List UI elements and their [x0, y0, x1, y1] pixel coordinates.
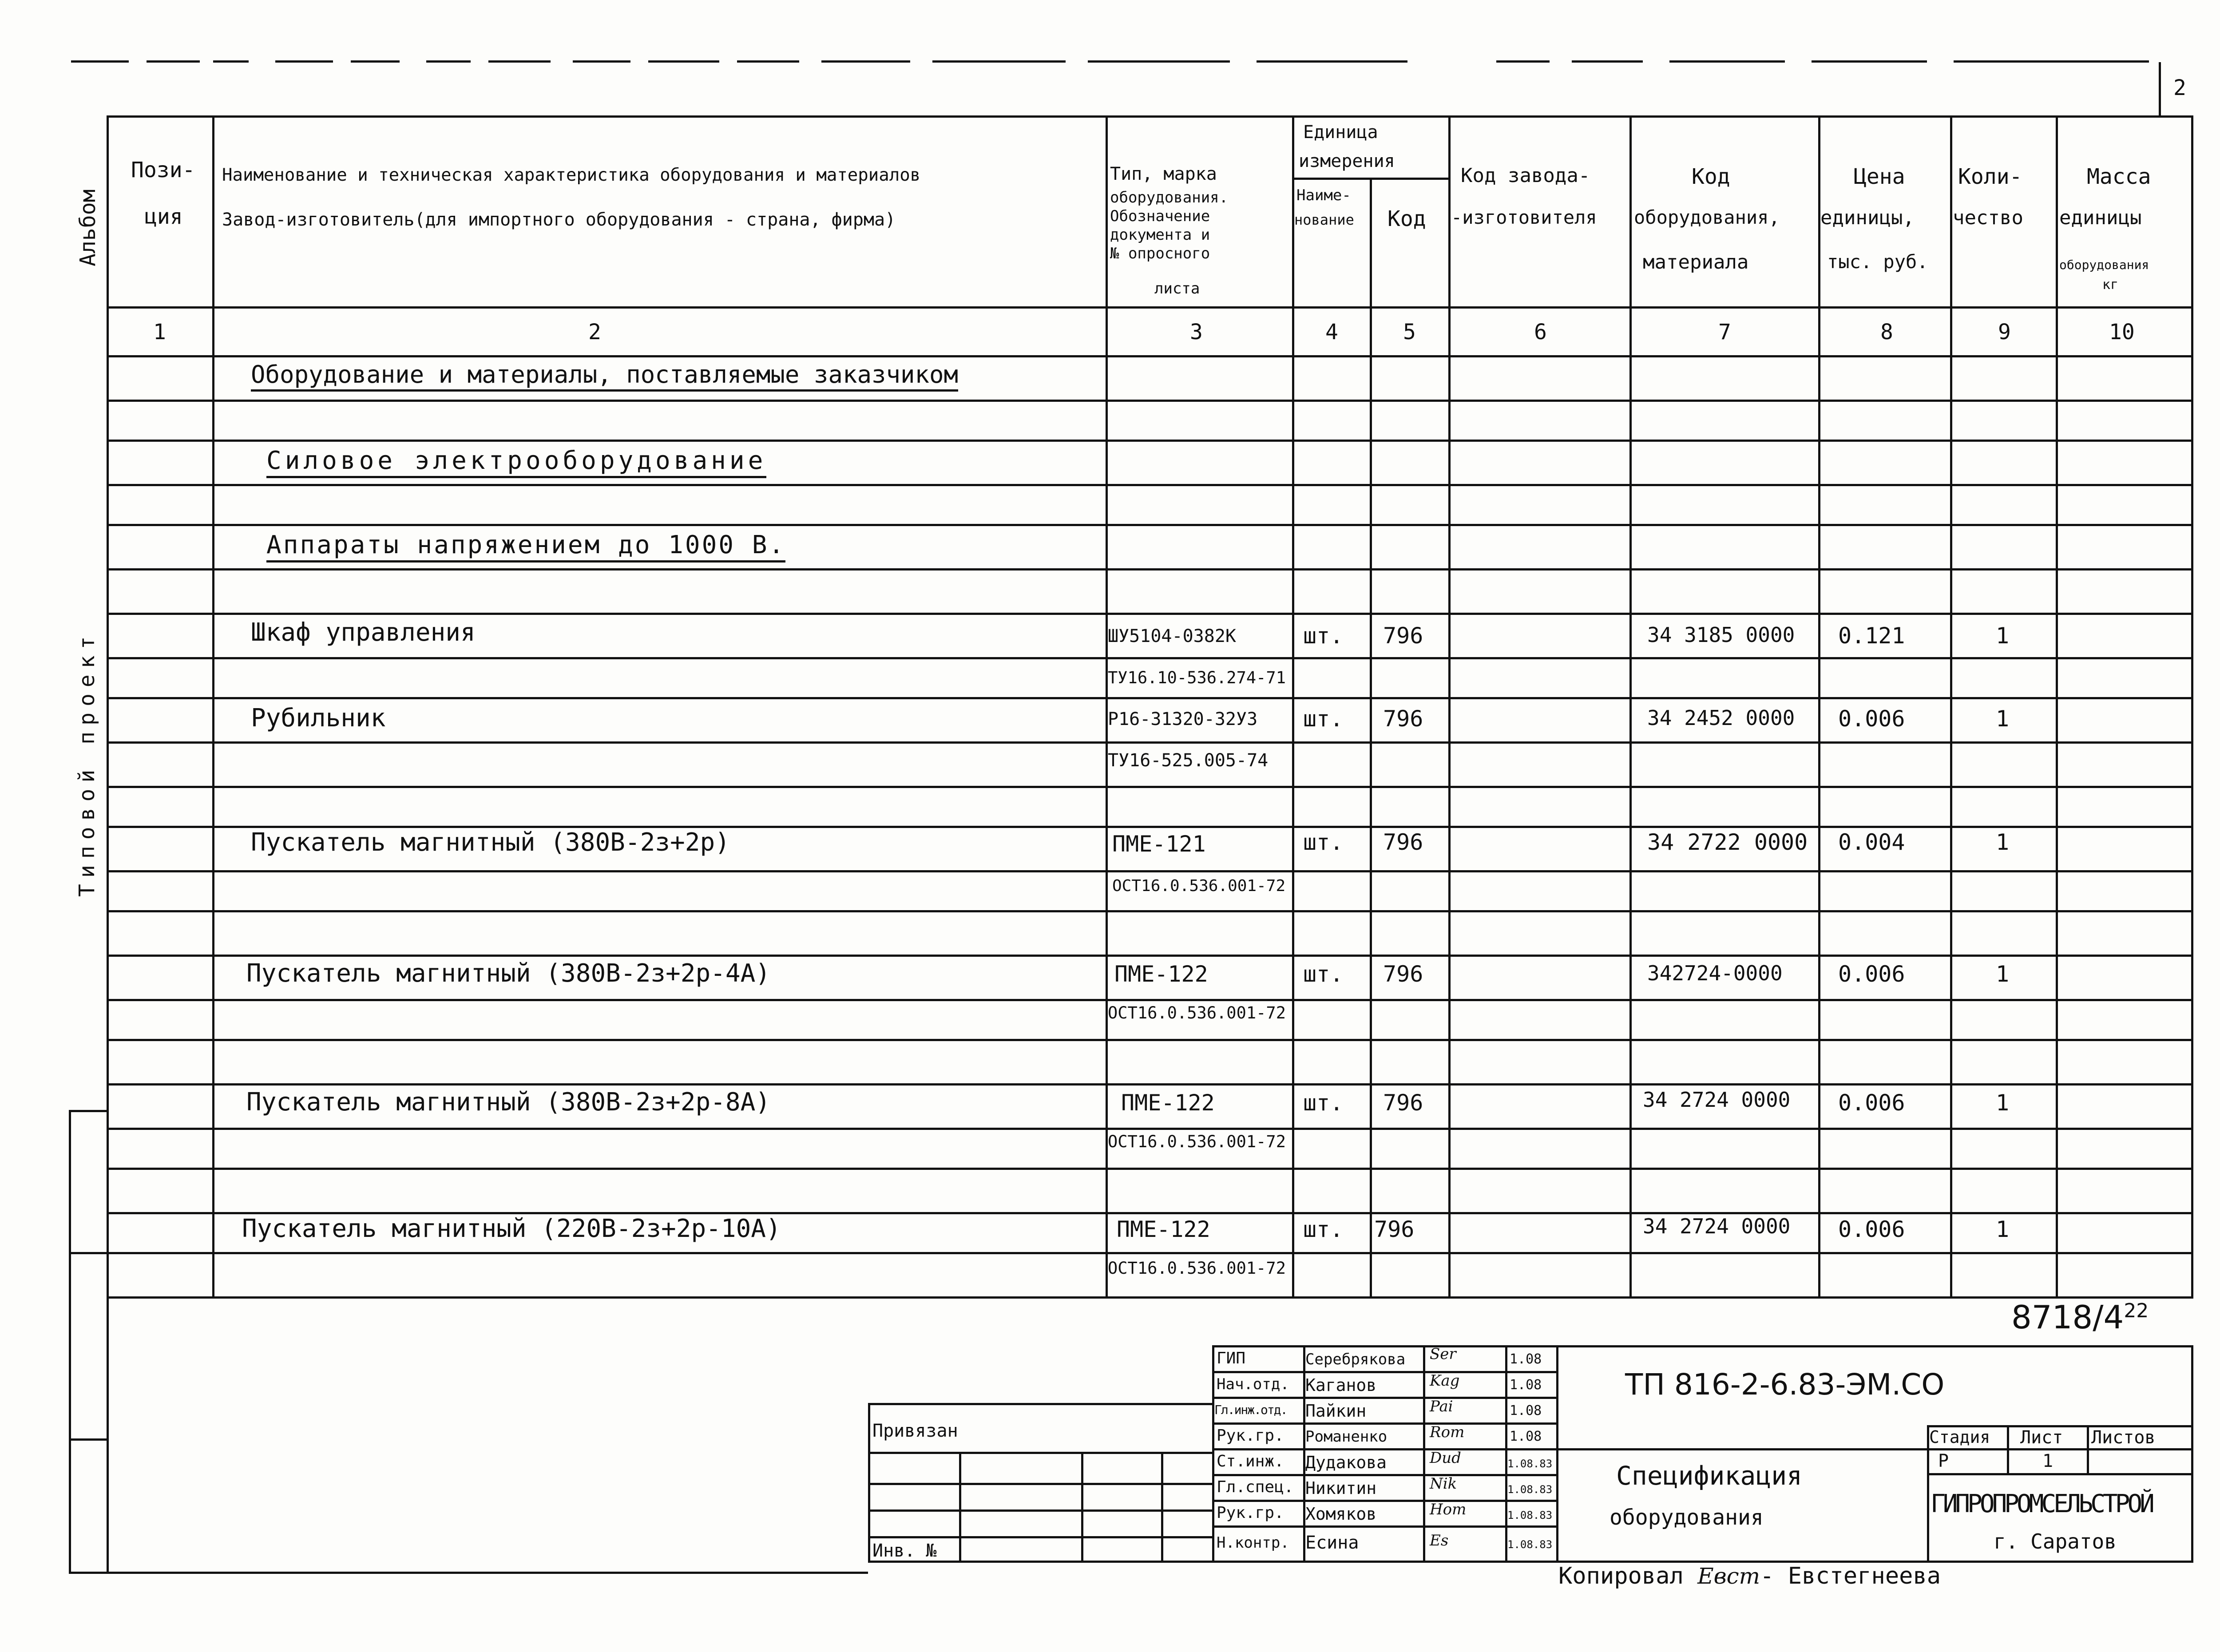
row-qty: 1: [1996, 623, 2010, 649]
row-equip-code: 34 3185 0000: [1647, 623, 1795, 647]
col-num-8: 8: [1880, 320, 1893, 345]
sig-date: 1.08: [1510, 1377, 1542, 1393]
row-price: 0.004: [1838, 829, 1905, 855]
privyazan-label: Привязан: [872, 1421, 958, 1441]
hdr-col3-line3: Обозначение: [1110, 207, 1210, 225]
row-equip-code: 34 2452 0000: [1647, 706, 1795, 730]
hdr-col3-line4: документа и: [1110, 226, 1210, 244]
sig-date: 1.08: [1510, 1403, 1542, 1418]
sig-role: Ст.инж.: [1217, 1452, 1284, 1470]
col-num-3: 3: [1190, 320, 1203, 345]
hdr-col4-line1: Наиме-: [1296, 186, 1351, 204]
hdr-col9-line2: чество: [1953, 206, 2023, 229]
hdr-col6-line2: -изготовителя: [1451, 206, 1597, 228]
row-unit: шт.: [1303, 706, 1344, 732]
hdr-col7-line2: оборудования,: [1634, 206, 1780, 228]
sig-role: Рук.гр.: [1217, 1426, 1284, 1445]
row-doc: ОСТ16.0.536.001-72: [1108, 1259, 1286, 1278]
row-qty: 1: [1996, 1090, 2010, 1116]
row-name: Пускатель магнитный (220В-2з+2р-10А): [242, 1214, 781, 1243]
row-name: Пускатель магнитный (380В-2з+2р-4А): [246, 959, 771, 988]
col-num-4: 4: [1325, 320, 1338, 345]
sig-date: 1.08.83: [1507, 1483, 1553, 1496]
row-type: ШУ5104-0382К: [1108, 626, 1236, 646]
row-doc: ОСТ16.0.536.001-72: [1108, 1003, 1286, 1022]
sig-signature: Es: [1430, 1532, 1449, 1549]
row-price: 0.006: [1838, 1216, 1905, 1242]
sig-signature: Nik: [1430, 1475, 1457, 1493]
side-label-project: Типовой проект: [75, 630, 99, 897]
sig-role: Рук.гр.: [1217, 1504, 1284, 1522]
row-type: ПМЕ-122: [1121, 1090, 1215, 1116]
sig-role: Н.контр.: [1217, 1534, 1289, 1552]
hdr-col10-line1: Масса: [2087, 164, 2151, 189]
hdr-col3-line2: оборудования.: [1110, 189, 1229, 206]
hdr-col2-line1: Наименование и техническая характеристика оборудования и материалов: [222, 165, 921, 185]
hdr-col3-line1: Тип, марка: [1110, 164, 1217, 184]
row-code: 796: [1383, 706, 1423, 732]
col-num-6: 6: [1534, 320, 1547, 345]
document-title-line1: Спецификация: [1616, 1461, 1803, 1491]
sig-name: Каганов: [1305, 1375, 1377, 1395]
row-doc: ОСТ16.0.536.001-72: [1112, 877, 1286, 895]
sig-role: Гл.инж.отд.: [1214, 1402, 1287, 1417]
hdr-col8-line2: единицы,: [1820, 206, 1915, 229]
hdr-col8-line3: тыс. руб.: [1827, 251, 1928, 273]
sig-name: Пайкин: [1305, 1401, 1367, 1421]
sig-role: ГИП: [1217, 1349, 1246, 1367]
row-code: 796: [1383, 829, 1423, 855]
sig-name: Хомяков: [1305, 1504, 1377, 1524]
section-title-supplied: Оборудование и материалы, поставляемые заказчиком: [251, 361, 958, 392]
row-type: ПМЕ-122: [1117, 1216, 1210, 1242]
sig-name: Романенко: [1305, 1428, 1388, 1446]
row-equip-code: 34 2722 0000: [1647, 829, 1808, 855]
row-name: Пускатель магнитный (380В-2з+2р-8А): [246, 1088, 771, 1117]
sig-date: 1.08: [1510, 1351, 1542, 1367]
row-code: 796: [1383, 623, 1423, 649]
row-doc: ТУ16.10-536.274-71: [1108, 668, 1286, 687]
row-unit: шт.: [1303, 829, 1344, 855]
row-type: ПМЕ-122: [1114, 961, 1208, 987]
sig-signature: Rom: [1430, 1423, 1465, 1441]
stage-value: Р: [1938, 1451, 1949, 1471]
hdr-col9-line1: Коли-: [1958, 164, 2022, 189]
row-unit: шт.: [1303, 1216, 1344, 1242]
sig-signature: Hom: [1430, 1501, 1467, 1518]
sig-date: 1.08.83: [1507, 1509, 1553, 1521]
stage-label: Стадия: [1929, 1427, 1990, 1447]
row-qty: 1: [1996, 1216, 2010, 1242]
sig-name: Никитин: [1305, 1478, 1377, 1498]
organization-city: г. Саратов: [1994, 1529, 2117, 1553]
sheets-label: Листов: [2091, 1427, 2156, 1448]
inventory-no-label: Инв. №: [872, 1541, 937, 1561]
sig-signature: Kag: [1430, 1372, 1460, 1390]
hdr-col10-line2: единицы: [2059, 206, 2142, 229]
sig-signature: Dud: [1430, 1449, 1461, 1467]
row-qty: 1: [1996, 829, 2010, 855]
sig-name: Есина: [1305, 1533, 1359, 1553]
hdr-col1-line2: ция: [144, 204, 183, 229]
col-num-5: 5: [1403, 320, 1416, 345]
row-unit: шт.: [1303, 1090, 1344, 1116]
row-qty: 1: [1996, 706, 2010, 732]
hdr-col6-line1: Код завода-: [1461, 164, 1590, 187]
sig-signature: Pai: [1430, 1398, 1453, 1415]
row-price: 0.006: [1838, 706, 1905, 732]
inventory-number-sup: 22: [2124, 1299, 2149, 1322]
row-price: 0.006: [1838, 1090, 1905, 1116]
row-price: 0.121: [1838, 623, 1905, 649]
sig-signature: Ser: [1430, 1345, 1456, 1363]
row-type: ПМЕ-121: [1112, 831, 1206, 857]
section-title-apparatus: Аппараты напряжением до 1000 В.: [266, 531, 785, 563]
copied-signature: Евст: [1697, 1563, 1760, 1589]
inventory-number-value: 8718/4: [2011, 1299, 2124, 1336]
copied-label: Копировал: [1558, 1563, 1684, 1589]
section-title-power: Силовое электрооборудование: [266, 446, 766, 478]
sig-date: 1.08.83: [1507, 1458, 1553, 1470]
row-equip-code: 34 2724 0000: [1643, 1214, 1791, 1238]
col-num-1: 1: [153, 320, 166, 345]
row-doc: ТУ16-525.005-74: [1108, 750, 1269, 771]
row-unit: шт.: [1303, 961, 1344, 987]
sig-date: 1.08.83: [1507, 1538, 1553, 1551]
col-num-2: 2: [588, 320, 601, 345]
row-code: 796: [1383, 961, 1423, 987]
hdr-units-line2: измерения: [1299, 151, 1395, 171]
row-equip-code: 342724-0000: [1647, 961, 1783, 985]
sig-date: 1.08: [1510, 1429, 1542, 1444]
row-type: Р16-31320-32У3: [1108, 709, 1258, 729]
row-doc: ОСТ16.0.536.001-72: [1108, 1132, 1286, 1151]
row-equip-code: 34 2724 0000: [1643, 1088, 1791, 1112]
sig-role: Нач.отд.: [1217, 1375, 1289, 1393]
sig-role: Гл.спец.: [1217, 1478, 1294, 1496]
inventory-number: [2011, 1299, 2149, 1336]
sheet-value: 1: [2042, 1451, 2054, 1471]
row-name: Рубильник: [251, 704, 386, 733]
side-label-albom: Альбом: [75, 189, 100, 266]
col-num-9: 9: [1998, 320, 2011, 345]
document-title-line2: оборудования: [1610, 1505, 1764, 1530]
hdr-col8-line1: Цена: [1854, 164, 1905, 189]
hdr-col10-line3: оборудования: [2059, 258, 2149, 272]
sheet-label: Лист: [2020, 1427, 2063, 1448]
row-code: 796: [1374, 1216, 1415, 1242]
hdr-units-line1: Единица: [1303, 122, 1378, 143]
hdr-col5: Код: [1388, 206, 1426, 231]
row-name: Пускатель магнитный (380В-2з+2р): [251, 828, 730, 857]
row-code: 796: [1383, 1090, 1423, 1116]
page-number: 2: [2173, 75, 2186, 100]
copied-by: [1558, 1563, 1941, 1589]
col-num-10: 10: [2109, 320, 2135, 345]
hdr-col3-line6: листа: [1154, 280, 1200, 297]
hdr-col1-line1: Пози-: [131, 158, 195, 182]
copied-name: - Евстегнеева: [1760, 1563, 1941, 1589]
row-unit: шт.: [1303, 623, 1344, 649]
row-qty: 1: [1996, 961, 2010, 987]
hdr-col2-line2: Завод-изготовитель(для импортного оборудования - страна, фирма): [222, 210, 896, 230]
hdr-col3-line5: № опросного: [1110, 245, 1210, 262]
organization-name: ГИПРОПРОМСЕЛЬСТРОЙ: [1931, 1490, 2152, 1518]
hdr-col7-line1: Код: [1692, 164, 1730, 189]
hdr-col7-line3: материала: [1643, 251, 1749, 273]
hdr-col10-line4: кг: [2102, 277, 2119, 293]
document-code: ТП 816-2-6.83-ЭМ.СО: [1625, 1367, 1945, 1402]
row-name: Шкаф управления: [251, 618, 476, 647]
row-price: 0.006: [1838, 961, 1905, 987]
col-num-7: 7: [1718, 320, 1731, 345]
sig-name: Серебрякова: [1305, 1351, 1406, 1368]
hdr-col4-line2: нование: [1294, 211, 1354, 228]
sig-name: Дудакова: [1305, 1453, 1387, 1472]
